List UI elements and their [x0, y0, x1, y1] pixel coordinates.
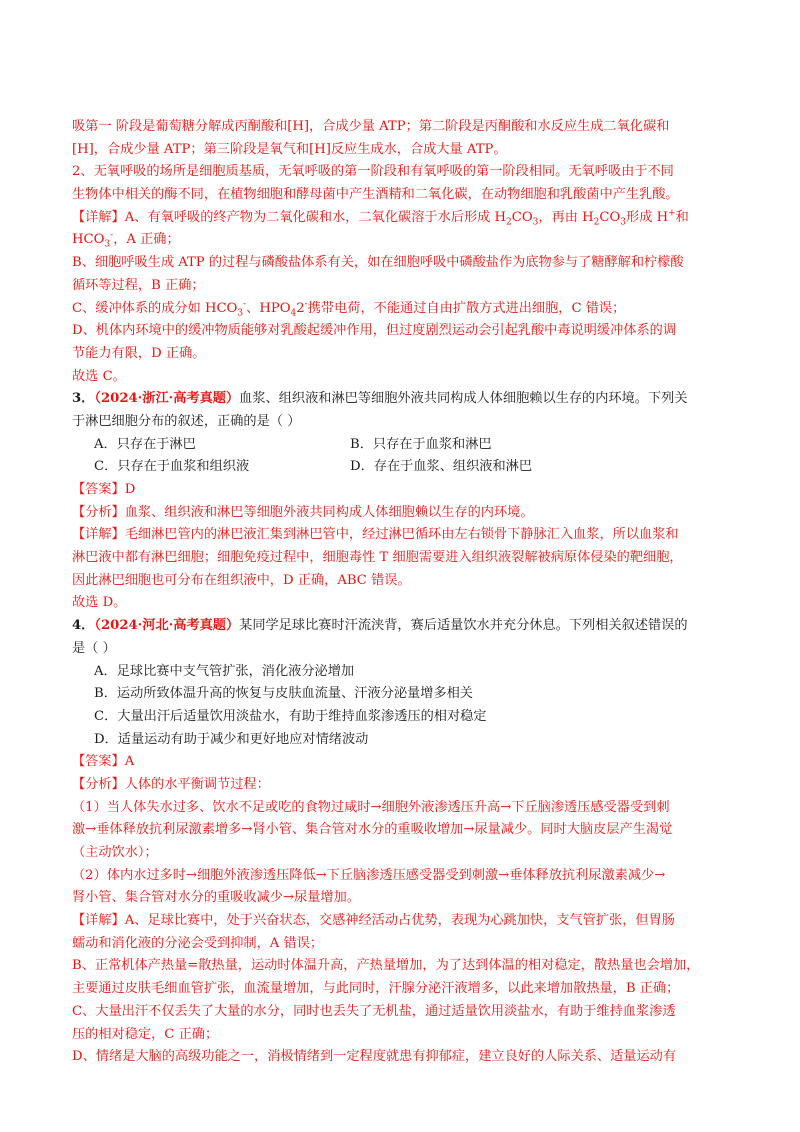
prev-detail-d-line-1: D、机体内环境中的缓冲物质能够对乳酸起缓冲作用，但过度剧烈运动会引起乳酸中毒说明缓冲体系的调	[72, 323, 677, 339]
prev-choose: 故选 C。	[72, 368, 126, 384]
q3-detail-line-2: 淋巴液中都有淋巴细胞；细胞免疫过程中，细胞毒性 T 细胞需要进入组织液裂解被病原体侵染的靶细胞，	[72, 550, 683, 566]
q3-detail-line-3: 因此淋巴细胞也可分布在组织液中，D 正确，ABC 错误。	[72, 572, 411, 588]
q3-stem-line-2: 于淋巴细胞分布的叙述，正确的是（ ）	[72, 413, 301, 429]
q3-stem-line-1: 3．（2024·浙江·高考真题）血浆、组织液和淋巴等细胞外液共同构成人体细胞赖以生存的内环境。下列关	[72, 391, 688, 407]
q3-detail-line-1: 【详解】毛细淋巴管内的淋巴液汇集到淋巴管中，经过淋巴循环由左右锁骨下静脉汇入血浆，所以血浆和	[72, 527, 679, 543]
prev-analysis-line-4: 生物体中相关的酶不同，在植物细胞和酵母菌中产生酒精和二氧化碳，在动物细胞和乳酸菌中产生乳酸。	[72, 187, 679, 203]
q4-stem-line-1: 4．（2024·河北·高考真题）某同学足球比赛时汗流浃背，赛后适量饮水并充分休息。下列相关叙述错误的	[72, 618, 688, 634]
q4-analysis-line-2: 激→垂体释放抗利尿激素增多→肾小管、集合管对水分的重吸收增加→尿量减少。同时大脑皮层产生渴觉	[72, 822, 673, 838]
q3-option-a: A．只存在于淋巴	[94, 436, 196, 452]
q4-detail-line-5: C、大量出汗不仅丢失了大量的水分，同时也丢失了无机盐，通过适量饮用淡盐水，有助于维持血浆渗透	[72, 1003, 676, 1019]
q4-number: 4．	[72, 618, 95, 634]
q4-detail-line-3: B、正常机体产热量=散热量，运动时体温升高，产热量增加，为了达到体温的相对稳定，散热量也会增加，	[72, 958, 700, 974]
q4-detail-line-1: 【详解】A、足球比赛中，处于兴奋状态，交感神经活动占优势，表现为心跳加快，支气管扩张，但胃肠	[72, 913, 675, 929]
q4-detail-line-4: 主要通过皮肤毛细血管扩张，血流量增加，与此同时，汗腺分泌汗液增多，以此来增加散热量，B 正确；	[72, 981, 680, 997]
prev-detail-line-2: $HCO_3^-$，A 正确；	[72, 231, 180, 251]
q3-answer: 【答案】D	[72, 482, 136, 497]
q4-detail-line-6: 压的相对稳定，C 正确；	[72, 1026, 219, 1042]
q4-option-a: A．足球比赛中支气管扩张，消化液分泌增加	[94, 663, 355, 679]
q4-detail-line-7: D、情绪是大脑的高级功能之一，消极情绪到一定程度就患有抑郁症，建立良好的人际关系、适量运动有	[72, 1049, 677, 1065]
q3-options-row-2	[72, 456, 732, 479]
q4-detail-line-2: 蠕动和消化液的分泌会受到抑制，A 错误；	[72, 935, 324, 951]
prev-detail-b-line-1: B、细胞呼吸生成 ATP 的过程与磷酸盐体系有关，如在细胞呼吸中磷酸盐作为底物参与了糖酵解和柠檬酸	[72, 255, 684, 271]
document-page	[72, 116, 732, 1069]
q4-source: （2024·河北·高考真题）	[94, 618, 240, 634]
q4-analysis: 【分析】人体的水平衡调节过程：	[72, 776, 270, 792]
q3-analysis: 【分析】血浆、组织液和淋巴等细胞外液共同构成人体细胞赖以生存的内环境。	[72, 504, 534, 520]
q4-answer: 【答案】A	[72, 754, 135, 770]
q3-source: （2024·浙江·高考真题）	[94, 391, 240, 407]
q4-option-d: D．适量运动有助于减少和更好地应对情绪波动	[94, 731, 369, 747]
prev-detail-b-line-2: 循环等过程，B 正确；	[72, 277, 205, 293]
prev-detail-d-line-2: 节能力有限，D 正确。	[72, 345, 206, 361]
q4-analysis-line-3: （主动饮水）；	[72, 845, 158, 860]
q4-analysis-line-5: 肾小管、集合管对水分的重吸收减少→尿量增加。	[72, 890, 360, 906]
prev-detail-line-1: 【详解】A、有氧呼吸的终产物为二氧化碳和水，二氧化碳溶于水后形成 $H_2CO_3$，再由 $H_2CO_3$形成 H+和	[72, 208, 689, 228]
q3-option-c: C．只存在于血浆和组织液	[94, 459, 250, 475]
prev-analysis-line-3: 2、无氧呼吸的场所是细胞质基质，无氧呼吸的第一阶段和有氧呼吸的第一阶段相同。无氧呼吸由于不同	[72, 164, 674, 180]
q3-option-b: B．只存在于血浆和淋巴	[350, 436, 492, 452]
q4-stem-line-2: 是（ ）	[72, 640, 116, 656]
q3-choose: 故选 D。	[72, 595, 127, 611]
q4-option-b: B．运动所致体温升高的恢复与皮肤血流量、汗液分泌量增多相关	[94, 686, 473, 702]
prev-analysis-line-1: 吸第一 阶段是葡萄糖分解成丙酮酸和[H]，合成少量 ATP；第二阶段是丙酮酸和水反应生成二氧化碳和	[72, 119, 670, 134]
q3-option-d: D．存在于血浆、组织液和淋巴	[350, 459, 533, 475]
q3-options-row-1	[72, 434, 732, 457]
q4-option-c: C．大量出汗后适量饮用淡盐水，有助于维持血浆渗透压的相对稳定	[94, 708, 487, 724]
q4-analysis-line-1: （1）当人体失水过多、饮水不足或吃的食物过咸时→细胞外液渗透压升高→下丘脑渗透压感受器受到刺	[72, 799, 670, 815]
q3-number: 3．	[72, 391, 95, 407]
prev-detail-c-line: C、缓冲体系的成分如 $HCO_3^-$、$HPO_42^-$携带电荷，不能通过自由扩散方式进出细胞，C 错误；	[72, 299, 626, 319]
prev-analysis-line-2: [H]，合成少量 ATP；第三阶段是氧气和[H]反应生成水，合成大量 ATP。	[72, 141, 507, 157]
q4-analysis-line-4: （2）体内水过多时→细胞外液渗透压降低→下丘脑渗透压感受器受到刺激→垂体释放抗利尿激素减少→	[72, 867, 666, 883]
